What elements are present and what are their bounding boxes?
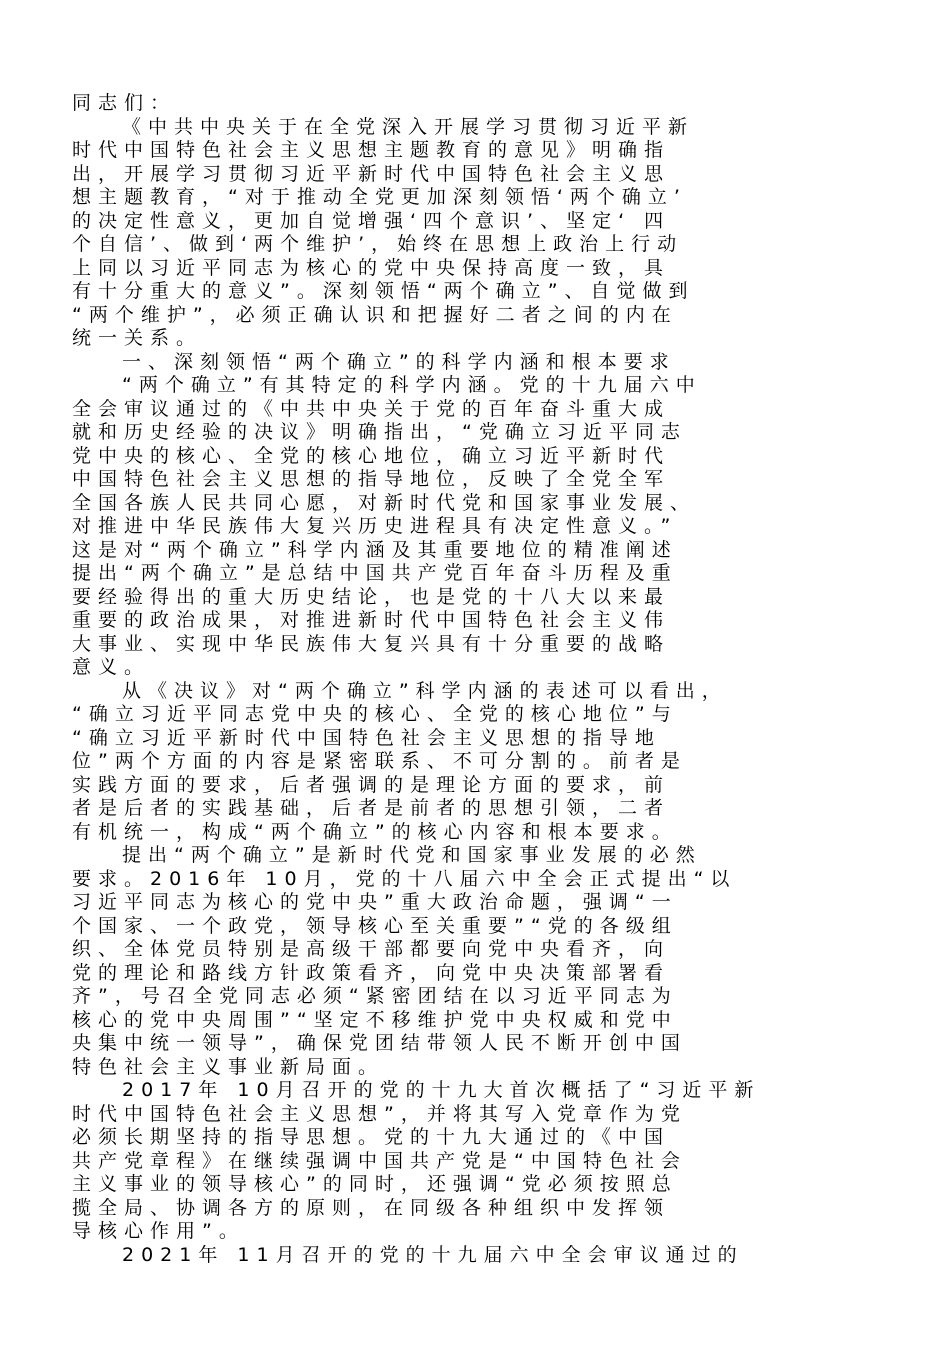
text-line: 从《决议》对“两个确立”科学内涵的表述可以看出， [122,679,728,702]
text-line: 出，开展学习贯彻习近平新时代中国特色社会主义思 [72,162,671,185]
text-line: 要经验得出的重大历史结论，也是党的十八大以来最 [72,585,671,608]
text-line: 揽全局、协调各方的原则，在同级各种组织中发挥领 [72,1196,671,1219]
text-line: 党中央的核心、全党的核心地位，确立习近平新时代 [72,444,671,467]
text-line: 共产党章程》在继续强调中国共产党是“中国特色社会 [72,1149,687,1172]
text-line: 央集中统一领导”，确保党团结带领人民不断开创中国 [72,1032,687,1054]
text-line: 织、全体党员特别是高级干部都要向党中央看齐，向 [72,938,671,960]
text-line: 2021年 11月召开的党的十九届六中全会审议通过的 [122,1243,744,1266]
text-line: 上同以习近平同志为核心的党中央保持高度一致，具 [72,256,671,279]
text-line: 就和历史经验的决议》明确指出，“党确立习近平同志 [72,421,687,443]
text-line: 时代中国特色社会主义思想”，并将其写入党章作为党 [72,1102,687,1125]
text-line: 全国各族人民共同心愿，对新时代党和国家事业发展、 [72,491,697,514]
text-line: 中国特色社会主义思想的指导地位，反映了全党全军 [72,468,671,490]
text-line: 2017年 10月召开的党的十九大首次概括了“习近平新 [122,1079,761,1101]
text-line: 统一关系。 [72,327,203,349]
text-line: 有十分重大的意义”。深刻领悟“两个确立”、自觉做到 [72,280,695,302]
text-line: 全会审议通过的《中共中央关于党的百年奋斗重大成 [72,397,671,420]
text-line: 者是后者的实践基础，后者是前者的思想引领，二者 [72,797,671,819]
text-line: “确立习近平新时代中国特色社会主义思想的指导地 [72,726,661,749]
text-line: 时代中国特色社会主义思想主题教育的意见》明确指 [72,139,671,161]
text-line: 党的理论和路线方针政策看齐，向党中央决策部署看 [72,961,671,984]
text-line: 提出“两个确立”是总结中国共产党百年奋斗历程及重 [72,562,678,584]
text-line: 有机统一，构成“两个确立”的核心内容和根本要求。 [72,820,678,843]
text-line: “确立习近平同志党中央的核心、全党的核心地位”与 [72,703,678,725]
text-line: 想主题教育，“对于推动全党更加深刻领悟‘两个确立’ [72,186,687,208]
text-line: 主义事业的领导核心”的同时，还强调“党必须按照总 [72,1173,678,1195]
text-line: 特色社会主义事业新局面。 [72,1055,385,1078]
text-line: 意义。 [72,656,151,678]
text-line: 这是对“两个确立”科学内涵及其重要地位的精准阐述 [72,538,678,561]
text-line: 齐”，号召全党同志必须“紧密团结在以习近平同志为 [72,985,678,1007]
text-line: 要求。2016年 10月，党的十八届六中全会正式提出“以 [72,867,737,890]
text-line: 的决定性意义，更加自觉增强‘四个意识’、坚定‘ 四 [72,209,671,232]
text-line: 习近平同志为核心的党中央”重大政治命题，强调“一 [72,891,678,913]
text-line: 重要的政治成果，对推进新时代中国特色社会主义伟 [72,609,671,631]
text-line: 个自信’、做到‘两个维护’，始终在思想上政治上行动 [72,233,684,255]
text-line: 必须长期坚持的指导思想。党的十九大通过的《中国 [72,1126,671,1148]
text-line: “两个维护”，必须正确认识和把握好二者之间的内在 [72,303,678,326]
text-line: 大事业、实现中华民族伟大复兴具有十分重要的战略 [72,632,671,655]
text-line: 同志们： [72,92,177,114]
document-body [72,92,867,1267]
text-line: 个国家、一个政党，领导核心至关重要”“党的各级组 [72,914,678,937]
text-line: “两个确立”有其特定的科学内涵。党的十九届六中 [122,374,702,396]
text-line: 位”两个方面的内容是紧密联系、不可分割的。前者是 [72,750,687,772]
text-line: 《中共中央关于在全党深入开展学习贯彻习近平新 [122,115,695,138]
text-line: 核心的党中央周围”“坚定不移维护党中央权威和党中 [72,1008,678,1031]
text-line: 对推进中华民族伟大复兴历史进程具有决定性意义。” [72,515,678,537]
text-line: 导核心作用”。 [72,1220,245,1242]
text-line: 提出“两个确立”是新时代党和国家事业发展的必然 [122,844,702,866]
text-line: 一、深刻领悟“两个确立”的科学内涵和根本要求 [122,350,676,373]
text-line: 实践方面的要求，后者强调的是理论方面的要求，前 [72,773,671,796]
